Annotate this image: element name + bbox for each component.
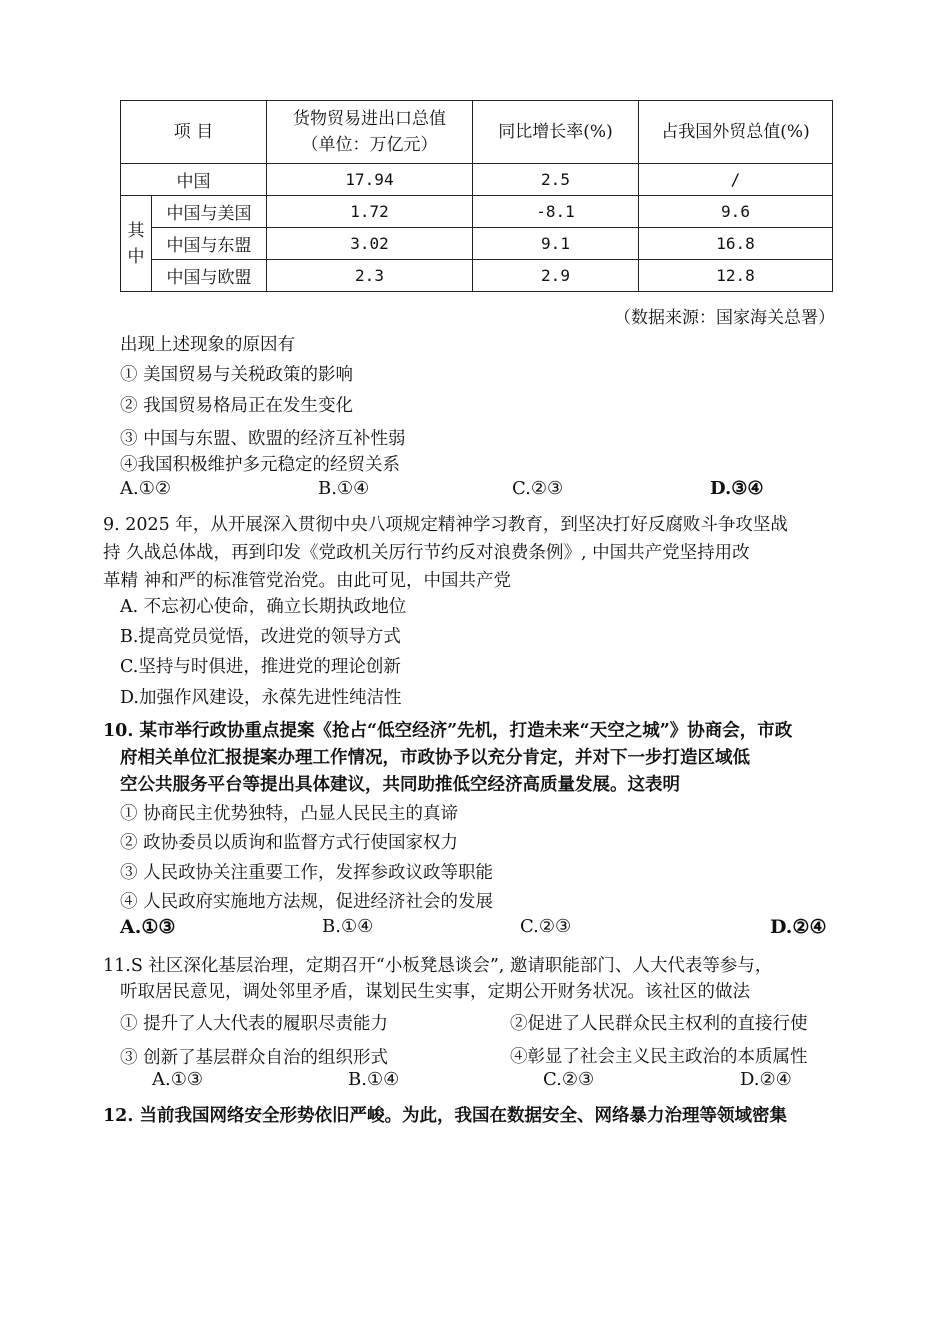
row-name: 中国与欧盟 [152, 260, 267, 292]
q9-option-d[interactable]: D.加强作风建设，永葆先进性纯洁性 [120, 688, 402, 708]
q9-stem-line-3: 革精 神和严的标准管党治党。由此可见，中国共产党 [103, 571, 512, 591]
q10-option-a[interactable]: A.①③ [120, 916, 176, 938]
group-label [121, 196, 152, 292]
q9-option-b[interactable]: B.提高党员觉悟，改进党的领导方式 [120, 627, 401, 647]
table-row [121, 260, 833, 292]
q8-item-4: ④我国积极维护多元稳定的经贸关系 [120, 455, 400, 475]
header-value-line2: （单位：万亿元） [301, 135, 438, 155]
row-growth: 2.5 [473, 164, 639, 196]
q8-stem: 出现上述现象的原因有 [120, 335, 295, 355]
q11-item-3: ③ 创新了基层群众自治的组织形式 [120, 1048, 389, 1068]
q10-item-3: ③ 人民政协关注重要工作，发挥参政议政等职能 [120, 863, 494, 883]
table-row [121, 164, 833, 196]
table-row [121, 228, 833, 260]
row-growth: 9.1 [473, 228, 639, 260]
q9-option-a[interactable]: A. 不忘初心使命，确立长期执政地位 [120, 597, 407, 617]
row-name: 中国 [121, 164, 267, 196]
q8-option-a[interactable]: A.①② [120, 478, 171, 499]
q10-stem-line-3: 空公共服务平台等提出具体建议，共同助推低空经济高质量发展。这表明 [120, 775, 680, 795]
row-value: 17.94 [267, 164, 473, 196]
row-growth: 2.9 [473, 260, 639, 292]
group-label-char-2: 中 [127, 246, 145, 267]
q11-option-a[interactable]: A.①③ [152, 1069, 203, 1090]
header-growth: 同比增长率(%) [473, 101, 639, 164]
q9-option-c[interactable]: C.坚持与时俱进，推进党的理论创新 [120, 657, 401, 677]
q12-stem-line-1: 12. 当前我国网络安全形势依旧严峻。为此，我国在数据安全、网络暴力治理等领域密集 [103, 1106, 788, 1126]
q10-option-b[interactable]: B.①④ [322, 916, 374, 937]
q10-item-2: ② 政协委员以质询和监督方式行使国家权力 [120, 833, 459, 853]
q10-stem-line-2: 府相关单位汇报提案办理工作情况，市政协予以充分肯定，并对下一步打造区域低 [120, 748, 750, 768]
q8-option-b[interactable]: B.①④ [318, 478, 370, 499]
q8-item-1: ① 美国贸易与关税政策的影响 [120, 365, 354, 385]
table-header-row [121, 101, 833, 164]
q10-stem-line-1: 10. 某市举行政协重点提案《抢占“低空经济”先机，打造未来“天空之城”》协商会，市政 [103, 721, 793, 741]
row-value: 3.02 [267, 228, 473, 260]
q8-option-d[interactable]: D.③④ [710, 478, 764, 499]
q10-item-1: ① 协商民主优势独特，凸显人民民主的真谛 [120, 804, 459, 824]
q11-stem-line-2: 听取居民意见，调处邻里矛盾，谋划民生实事，定期公开财务状况。该社区的做法 [120, 982, 750, 1002]
header-value-line1: 货物贸易进出口总值 [293, 109, 446, 129]
q8-item-2: ② 我国贸易格局正在发生变化 [120, 396, 354, 416]
group-label-char-1: 其 [127, 220, 145, 241]
row-name: 中国与美国 [152, 196, 267, 228]
row-value: 2.3 [267, 260, 473, 292]
q11-stem-line-1: 11.S 社区深化基层治理，定期召开“小板凳恳谈会”, 邀请职能部门、人大代表等参与， [103, 956, 773, 976]
q11-item-2: ②促进了人民群众民主权利的直接行使 [510, 1014, 808, 1034]
row-growth: -8.1 [473, 196, 639, 228]
row-name: 中国与东盟 [152, 228, 267, 260]
row-share: 9.6 [639, 196, 833, 228]
row-share: 16.8 [639, 228, 833, 260]
q9-stem-line-2: 持 久战总体战，再到印发《党政机关厉行节约反对浪费条例》, 中国共产党坚持用改 [103, 543, 750, 563]
header-share: 占我国外贸总值(%) [639, 101, 833, 164]
q11-item-1: ① 提升了人大代表的履职尽责能力 [120, 1014, 389, 1034]
q10-option-d[interactable]: D.②④ [770, 916, 827, 938]
row-share: / [639, 164, 833, 196]
row-value: 1.72 [267, 196, 473, 228]
table-source: （数据来源：国家海关总署） [614, 308, 835, 328]
q11-option-c[interactable]: C.②③ [543, 1069, 595, 1090]
header-item: 项 目 [121, 101, 267, 164]
q8-item-3: ③ 中国与东盟、欧盟的经济互补性弱 [120, 429, 406, 449]
q11-option-b[interactable]: B.①④ [348, 1069, 400, 1090]
q10-item-4: ④ 人民政府实施地方法规，促进经济社会的发展 [120, 892, 494, 912]
q10-option-c[interactable]: C.②③ [520, 916, 572, 937]
q11-option-d[interactable]: D.②④ [740, 1069, 792, 1090]
row-share: 12.8 [639, 260, 833, 292]
q9-stem-line-1: 9. 2025 年，从开展深入贯彻中央八项规定精神学习教育，到坚决打好反腐败斗争攻坚战 [103, 515, 788, 535]
q8-option-c[interactable]: C.②③ [512, 478, 564, 499]
trade-table [120, 100, 833, 292]
q11-item-4: ④彰显了社会主义民主政治的本质属性 [510, 1047, 808, 1067]
table-row [121, 196, 833, 228]
header-value [267, 101, 473, 164]
